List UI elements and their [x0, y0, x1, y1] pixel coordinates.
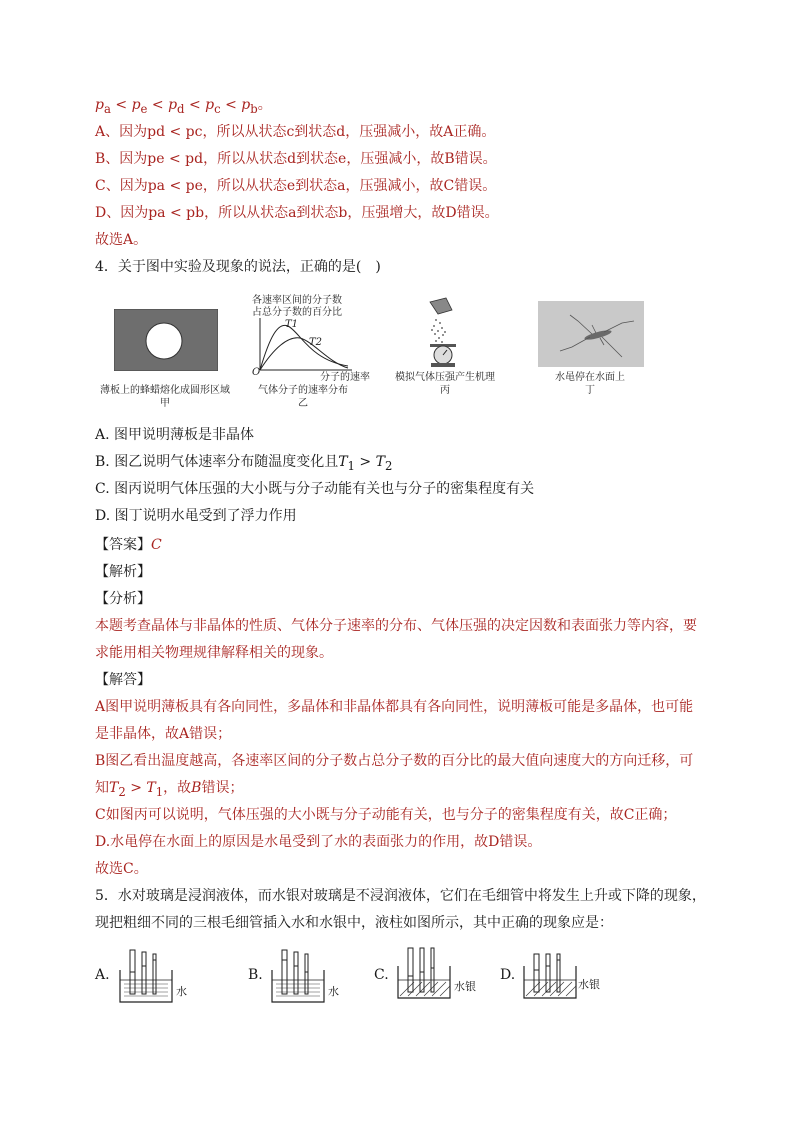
q5-stem-1: 5．水对玻璃是浸润液体，而水银对玻璃是不浸润液体，它们在毛细管中将发生上升或下降的现象，	[95, 888, 706, 904]
q5-option-d-label: D.	[500, 967, 516, 983]
q4-conclusion: 故选C。	[95, 861, 148, 877]
q5-option-a-liquid: 水	[176, 985, 187, 998]
figure-ding-caption: 水黾停在水面上	[555, 372, 625, 383]
q5-option-b-diagram	[270, 948, 326, 1004]
fenxi-line-1: 本题考查晶体与非晶体的性质、气体分子速率的分布、气体压强的决定因数和表面张力等内容，要	[95, 618, 697, 634]
q4-option-d: D. 图丁说明水黾受到了浮力作用	[95, 508, 297, 524]
fenxi-label: 【分析】	[95, 591, 151, 607]
figure-ding-photo	[538, 301, 644, 367]
jieda-line-5: C如图丙可以说明，气体压强的大小既与分子动能有关，也与分子的密集程度有关，故C正确；	[95, 807, 677, 823]
q4-answer	[95, 535, 162, 555]
q5-option-a-diagram	[118, 948, 174, 1004]
figure-yi-graph	[248, 316, 358, 376]
jieda-line-6: D.水黾停在水面上的原因是水黾受到了水的表面张力的作用，故D错误。	[95, 834, 542, 850]
figure-jia-caption: 薄板上的蜂蜡熔化成圆形区域	[100, 385, 230, 396]
figure-ding-label: 丁	[585, 385, 595, 396]
figure-bing-scale	[420, 296, 466, 368]
q4-option-a: A. 图甲说明薄板是非晶体	[95, 427, 255, 443]
q5-option-c-liquid: 水银	[454, 980, 476, 993]
answer-value: C	[151, 537, 162, 553]
q5-option-d-diagram	[522, 946, 578, 1002]
figure-yi-curve-t1: T1	[285, 319, 299, 330]
figure-jia-label: 甲	[160, 398, 170, 409]
jieda-line-4: 知$T_2 > T_1$，故B错误；	[95, 780, 244, 799]
q5-stem-2: 现把粗细不同的三根毛细管插入水和水银中，液柱如图所示，其中正确的现象应是：	[95, 915, 613, 931]
figure-bing-caption: 模拟气体压强产生机理	[395, 372, 495, 383]
q5-option-b-label: B.	[248, 967, 263, 983]
figure-yi-caption: 气体分子的速率分布	[258, 385, 348, 396]
jieda-line-2: 是非晶体，故A错误；	[95, 726, 232, 742]
analysis-line-b: B、因为pe < pd，所以从状态d到状态e，压强减小，故B错误。	[95, 151, 497, 167]
jiexi-label: 【解析】	[95, 564, 151, 580]
q5-option-c-diagram	[396, 946, 452, 1002]
q5-option-b-liquid: 水	[328, 985, 339, 998]
figure-jia-plate	[114, 309, 218, 371]
pressure-order: $p_a < p_e < p_d < p_c < p_b$。	[95, 97, 272, 116]
figure-yi-label: 乙	[298, 398, 308, 409]
analysis-line-a: A、因为pd < pc，所以从状态c到状态d，压强减小，故A正确。	[95, 124, 496, 140]
figure-yi-origin: O	[252, 367, 261, 378]
q5-option-c-label: C.	[374, 967, 389, 983]
jieda-line-1: A图甲说明薄板具有各向同性，多晶体和非晶体都具有各向同性，说明薄板可能是多晶体，也可能	[95, 699, 694, 715]
q5-option-d-liquid: 水银	[578, 978, 600, 991]
figure-yi-ylabel-2: 占总分子数的百分比	[252, 307, 342, 318]
figure-yi-xlabel: 分子的速率	[320, 372, 370, 383]
analysis-line-c: C、因为pa < pe，所以从状态e到状态a，压强减小，故C错误。	[95, 178, 497, 194]
q5-option-a-label: A.	[95, 967, 110, 983]
figure-yi-curve-t2: T2	[309, 337, 323, 348]
top-conclusion: 故选A。	[95, 232, 148, 248]
figure-yi-ylabel-1: 各速率区间的分子数	[252, 295, 342, 306]
jieda-label: 【解答】	[95, 672, 151, 688]
figure-bing-label: 丙	[440, 385, 450, 396]
fenxi-line-2: 求能用相关物理规律解释相关的现象。	[95, 645, 333, 661]
analysis-line-d: D、因为pa < pb，所以从状态a到状态b，压强增大，故D错误。	[95, 205, 499, 221]
q4-stem: 4．关于图中实验及现象的说法，正确的是( )	[95, 259, 381, 275]
q4-option-c: C. 图丙说明气体压强的大小既与分子动能有关也与分子的密集程度有关	[95, 481, 535, 497]
answer-label: 【答案】	[95, 537, 151, 553]
jieda-line-3: B图乙看出温度越高，各速率区间的分子数占总分子数的百分比的最大值向速度大的方向迁移，可	[95, 753, 694, 769]
q4-option-b: B. 图乙说明气体速率分布随温度变化且$T_1 > T_2$	[95, 454, 393, 473]
